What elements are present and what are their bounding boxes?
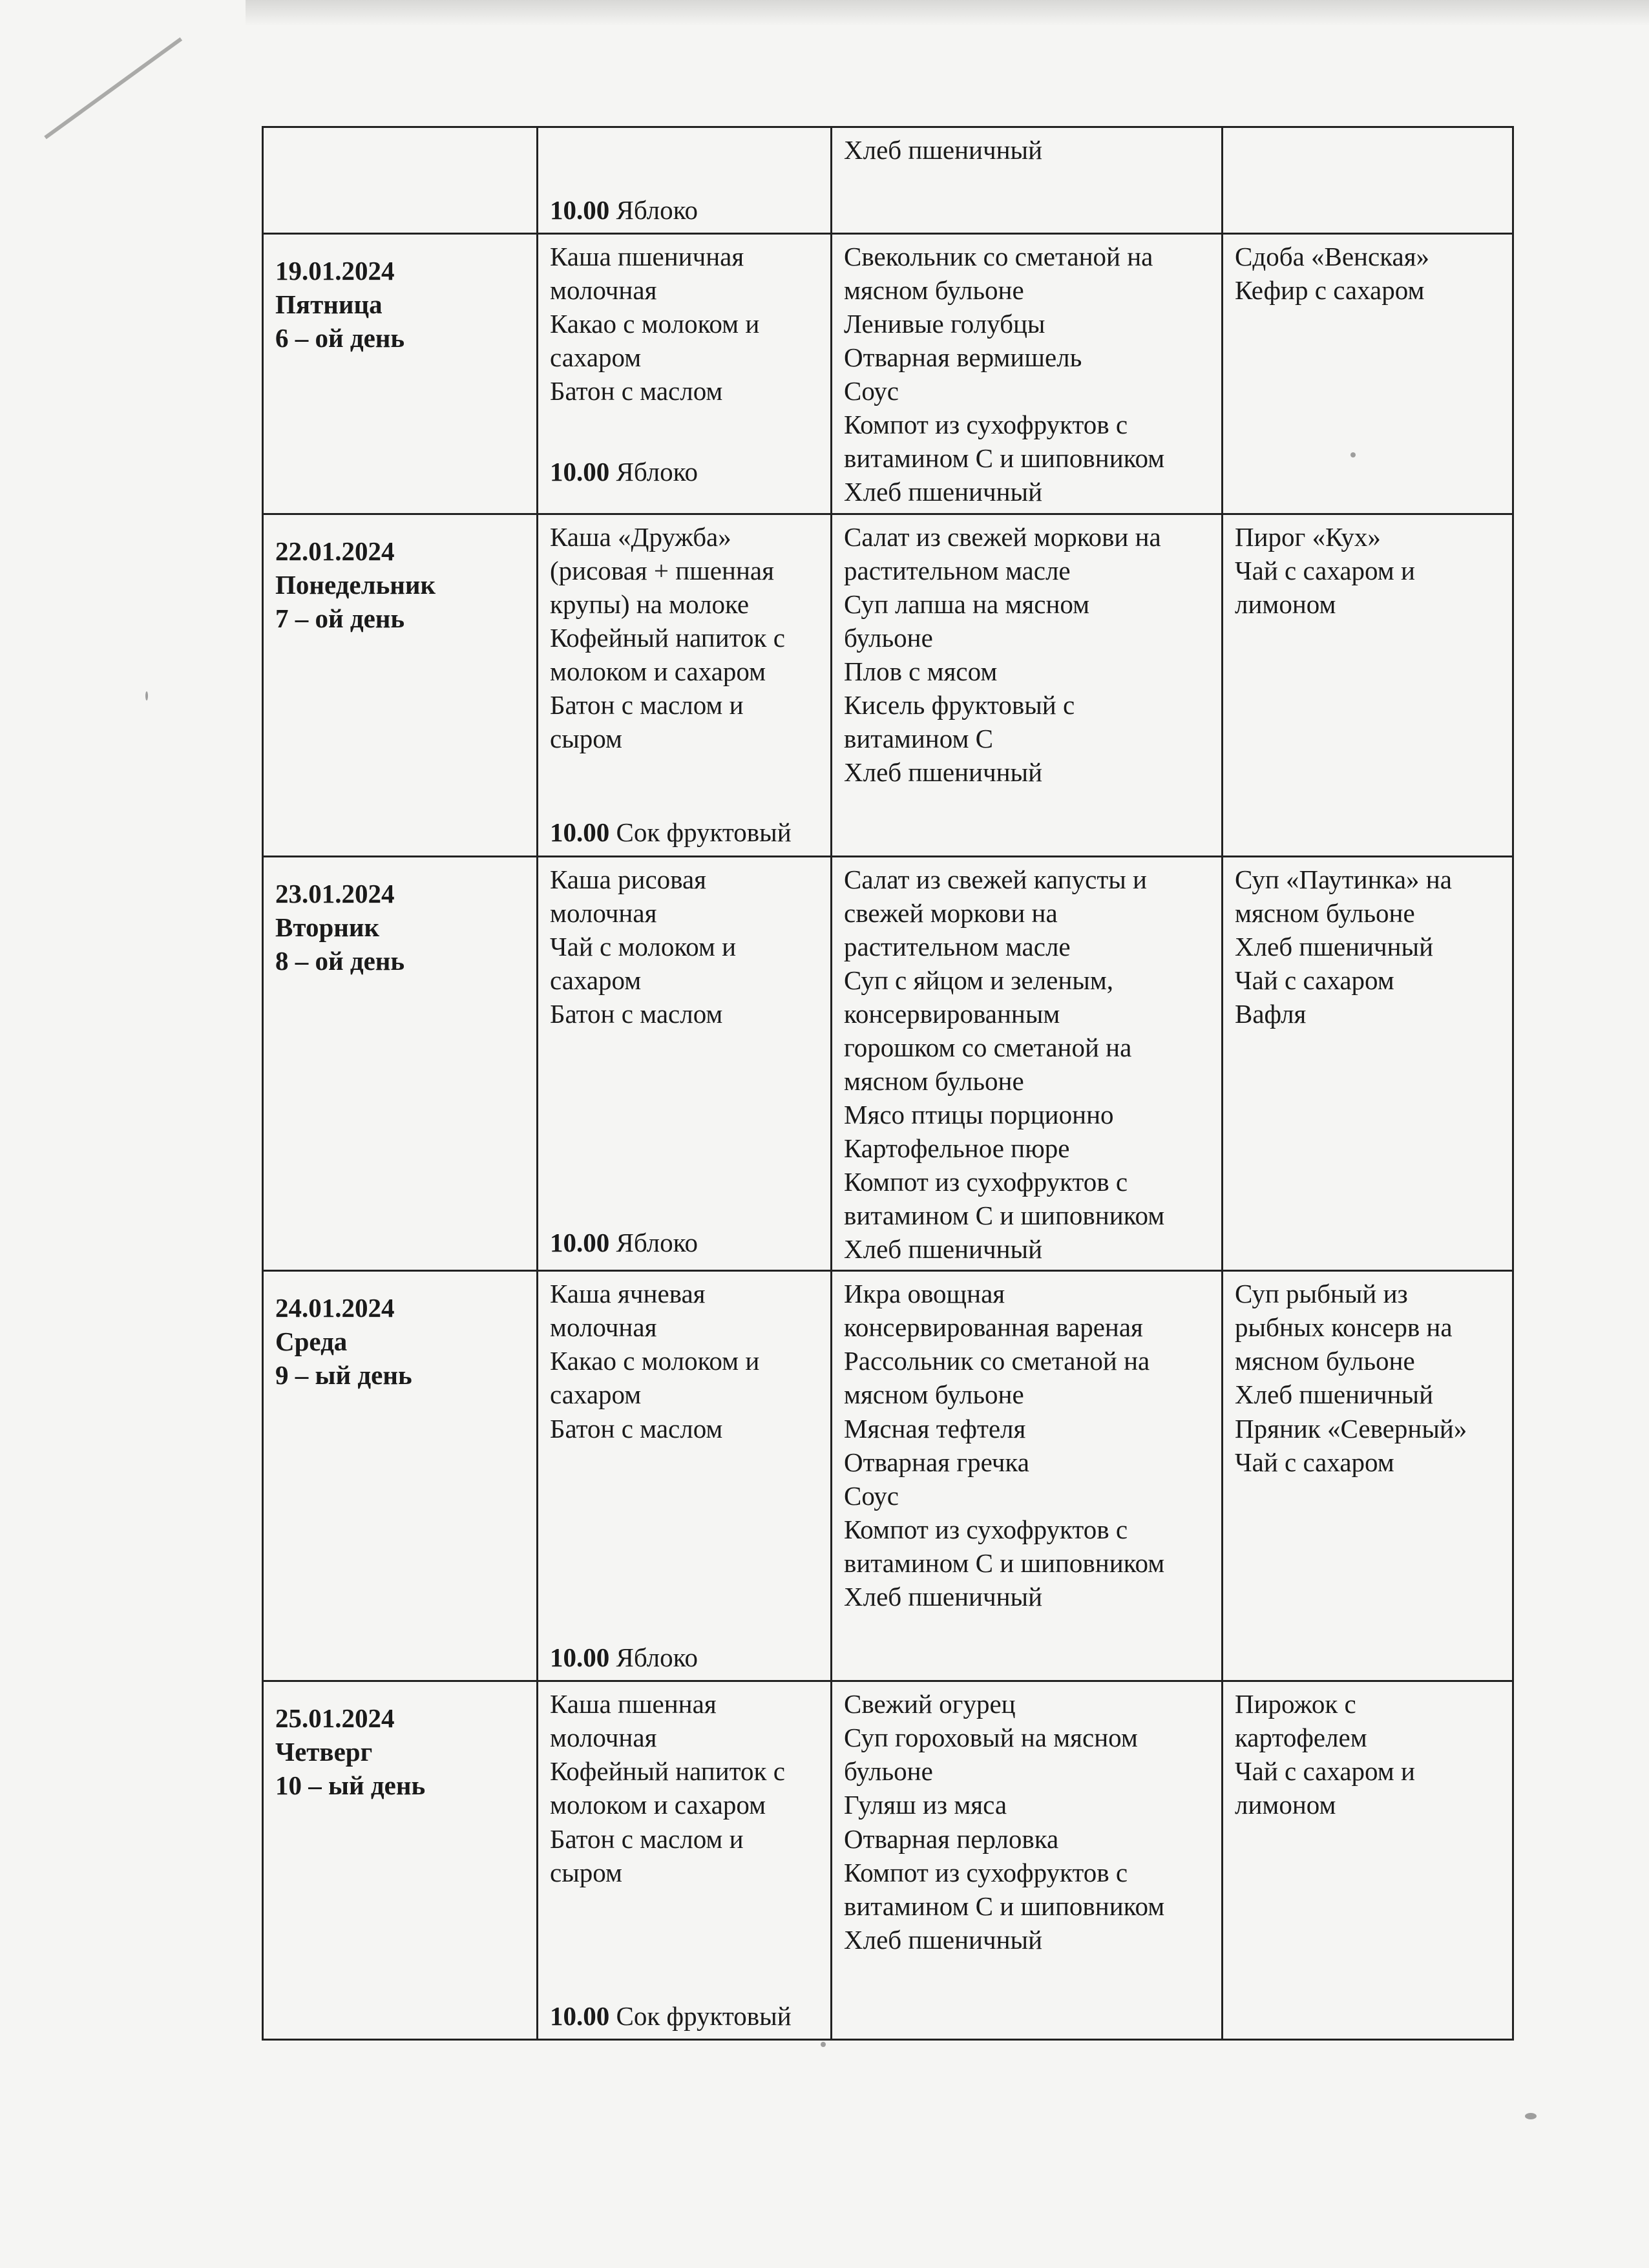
afternoon-snack-cell	[1223, 856, 1513, 1271]
breakfast-item: сыром	[550, 723, 622, 753]
lunch-item: Суп с яйцом и зеленым,	[844, 965, 1114, 995]
lunch-item: мясном бульоне	[844, 1380, 1024, 1410]
weekday-text: Четверг	[275, 1737, 373, 1767]
breakfast-cell	[538, 127, 832, 234]
breakfast-item: сахаром	[550, 342, 642, 373]
breakfast-item: Батон с маслом	[550, 998, 723, 1029]
date-text: 22.01.2024	[275, 536, 395, 566]
afternoon-item: картофелем	[1235, 1723, 1367, 1753]
lunch-item: Отварная перловка	[844, 1823, 1059, 1854]
afternoon-item: Хлеб пшеничный	[1235, 1380, 1434, 1410]
afternoon-item: лимоном	[1235, 1790, 1336, 1820]
afternoon-item: Пирог «Кух»	[1235, 521, 1381, 552]
breakfast-item: Каша «Дружба»	[550, 521, 731, 552]
snack-item: Яблоко	[616, 1228, 698, 1258]
day-number-text: 7 – ой день	[275, 603, 405, 633]
morning-snack	[550, 815, 821, 849]
lunch-item: Суп гороховый на мясном	[844, 1723, 1138, 1753]
morning-snack	[550, 193, 821, 227]
day-cell	[263, 127, 538, 234]
breakfast-item: Каша рисовая	[550, 864, 707, 894]
breakfast-item: сахаром	[550, 1380, 642, 1410]
breakfast-cell	[538, 856, 832, 1271]
afternoon-item: мясном бульоне	[1235, 1346, 1415, 1376]
breakfast-item: Батон с маслом	[550, 1413, 723, 1444]
lunch-item: Компот из сухофруктов с	[844, 1857, 1128, 1887]
menu-row	[263, 234, 1513, 514]
lunch-item: Картофельное пюре	[844, 1133, 1070, 1163]
snack-item: Яблоко	[616, 194, 698, 225]
snack-time: 10.00	[550, 817, 610, 848]
weekday-text: Среда	[275, 1327, 348, 1357]
afternoon-item: Чай с сахаром и	[1235, 1756, 1415, 1787]
lunch-item: консервированным	[844, 998, 1060, 1029]
lunch-item: Компот из сухофруктов с	[844, 1514, 1128, 1544]
afternoon-item: Хлеб пшеничный	[1235, 931, 1434, 961]
breakfast-item: (рисовая + пшенная	[550, 555, 774, 585]
weekday-text: Понедельник	[275, 569, 436, 600]
date-text: 25.01.2024	[275, 1703, 395, 1734]
snack-time: 10.00	[550, 456, 610, 487]
lunch-item: Свежий огурец	[844, 1689, 1016, 1719]
lunch-item: Рассольник со сметаной на	[844, 1346, 1150, 1376]
breakfast-item: Каша пшенная	[550, 1689, 717, 1719]
snack-time: 10.00	[550, 1228, 610, 1258]
day-number-text: 8 – ой день	[275, 945, 405, 976]
lunch-item: Хлеб пшеничный	[844, 477, 1043, 507]
day-cell	[263, 1681, 538, 2040]
date-text: 24.01.2024	[275, 1293, 395, 1323]
lunch-cell	[832, 856, 1223, 1271]
snack-item: Сок фруктовый	[616, 2001, 792, 2032]
menu-row	[263, 514, 1513, 856]
day-cell	[263, 856, 538, 1271]
breakfast-item: Кофейный напиток с	[550, 1756, 785, 1787]
morning-snack	[550, 1641, 821, 1674]
lunch-cell	[832, 1271, 1223, 1681]
lunch-item: горошком со сметаной на	[844, 1032, 1132, 1062]
lunch-item: Суп лапша на мясном	[844, 589, 1090, 619]
lunch-item: Хлеб пшеничный	[844, 1234, 1043, 1265]
lunch-item: Хлеб пшеничный	[844, 757, 1043, 787]
menu-row	[263, 856, 1513, 1271]
day-number-text: 10 – ый день	[275, 1770, 426, 1801]
morning-snack	[550, 1226, 821, 1259]
lunch-cell	[832, 127, 1223, 234]
lunch-item: витамином С	[844, 723, 994, 753]
breakfast-item: молоком и сахаром	[550, 1790, 766, 1820]
breakfast-item: молочная	[550, 898, 657, 928]
day-cell	[263, 514, 538, 856]
scan-shadow	[246, 0, 1649, 26]
menu-row	[263, 1271, 1513, 1681]
lunch-item: Хлеб пшеничный	[844, 135, 1043, 165]
breakfast-item: Каша пшеничная	[550, 242, 744, 271]
scan-speck	[821, 2042, 826, 2047]
afternoon-snack-cell	[1223, 514, 1513, 856]
breakfast-item: Каша ячневая	[550, 1279, 706, 1309]
menu-table-body	[263, 127, 1513, 2040]
afternoon-item: Суп рыбный из	[1235, 1279, 1408, 1309]
breakfast-cell	[538, 514, 832, 856]
lunch-cell	[832, 234, 1223, 514]
lunch-item: витамином С и шиповником	[844, 1201, 1165, 1231]
lunch-item: Салат из свежей капусты и	[844, 864, 1147, 894]
day-number-text: 6 – ой день	[275, 323, 405, 353]
lunch-item: витамином С и шиповником	[844, 443, 1165, 474]
morning-snack	[550, 1999, 821, 2033]
weekday-text: Пятница	[275, 289, 383, 320]
lunch-item: витамином С и шиповником	[844, 1548, 1165, 1578]
snack-time: 10.00	[550, 194, 610, 225]
lunch-item: Компот из сухофруктов с	[844, 410, 1128, 440]
breakfast-item: молочная	[550, 1723, 657, 1753]
afternoon-item: Пирожок с	[1235, 1689, 1356, 1719]
morning-snack	[550, 455, 821, 488]
breakfast-item: крупы) на молоке	[550, 589, 750, 619]
afternoon-item: Сдоба «Венская»	[1235, 242, 1430, 271]
breakfast-item: молочная	[550, 1312, 657, 1343]
lunch-item: Кисель фруктовый с	[844, 689, 1075, 720]
lunch-item: Соус	[844, 376, 899, 406]
afternoon-item: Вафля	[1235, 998, 1307, 1029]
date-text: 23.01.2024	[275, 878, 395, 908]
lunch-item: витамином С и шиповником	[844, 1891, 1165, 1921]
breakfast-item: Какао с молоком и	[550, 309, 760, 339]
breakfast-item: молочная	[550, 275, 657, 306]
lunch-cell	[832, 514, 1223, 856]
date-text: 19.01.2024	[275, 256, 395, 286]
lunch-item: мясном бульоне	[844, 1066, 1024, 1096]
lunch-item: Мясо птицы порционно	[844, 1099, 1114, 1129]
afternoon-snack-cell	[1223, 1681, 1513, 2040]
lunch-cell	[832, 1681, 1223, 2040]
afternoon-snack-cell	[1223, 1271, 1513, 1681]
afternoon-item: мясном бульоне	[1235, 898, 1415, 928]
snack-item: Сок фруктовый	[616, 817, 792, 848]
breakfast-cell	[538, 234, 832, 514]
lunch-item: Хлеб пшеничный	[844, 1581, 1043, 1612]
lunch-item: Плов с мясом	[844, 656, 998, 686]
afternoon-item: Чай с сахаром	[1235, 965, 1394, 995]
lunch-item: Мясная тефтеля	[844, 1413, 1026, 1444]
lunch-item: бульоне	[844, 1756, 933, 1787]
menu-row	[263, 1681, 1513, 2040]
afternoon-item: Чай с сахаром	[1235, 1447, 1394, 1477]
lunch-item: растительном масле	[844, 931, 1071, 961]
breakfast-item: Кофейный напиток с	[550, 622, 785, 653]
menu-table	[262, 126, 1514, 2041]
day-number-text: 9 – ый день	[275, 1360, 412, 1391]
weekday-text: Вторник	[275, 912, 380, 942]
afternoon-item: лимоном	[1235, 589, 1336, 619]
breakfast-item: Чай с молоком и	[550, 931, 737, 961]
lunch-item: Ленивые голубцы	[844, 309, 1045, 339]
breakfast-item: молоком и сахаром	[550, 656, 766, 686]
lunch-item: Гуляш из мяса	[844, 1790, 1007, 1820]
afternoon-item: Пряник «Северный»	[1235, 1413, 1467, 1444]
afternoon-item: Суп «Паутинка» на	[1235, 864, 1452, 894]
lunch-item: Свекольник со сметаной на	[844, 242, 1153, 271]
afternoon-item: рыбных консерв на	[1235, 1312, 1453, 1343]
lunch-item: Компот из сухофруктов с	[844, 1167, 1128, 1197]
day-cell	[263, 234, 538, 514]
afternoon-item: Чай с сахаром и	[1235, 555, 1415, 585]
breakfast-item: Батон с маслом	[550, 376, 723, 406]
breakfast-item: сыром	[550, 1857, 622, 1887]
scan-speck	[1525, 2113, 1537, 2119]
afternoon-item: Кефир с сахаром	[1235, 275, 1425, 306]
lunch-item: Салат из свежей моркови на	[844, 521, 1161, 552]
afternoon-snack-cell	[1223, 234, 1513, 514]
lunch-item: Отварная вермишель	[844, 342, 1082, 373]
lunch-item: бульоне	[844, 622, 933, 653]
breakfast-item: Какао с молоком и	[550, 1346, 760, 1376]
snack-time: 10.00	[550, 1643, 610, 1673]
lunch-item: Икра овощная	[844, 1279, 1005, 1309]
lunch-item: растительном масле	[844, 555, 1071, 585]
lunch-item: Соус	[844, 1480, 899, 1511]
menu-row	[263, 127, 1513, 234]
afternoon-snack-cell	[1223, 127, 1513, 234]
day-cell	[263, 1271, 538, 1681]
lunch-item: мясном бульоне	[844, 275, 1024, 306]
snack-item: Яблоко	[616, 1643, 698, 1673]
breakfast-item: Батон с маслом и	[550, 689, 744, 720]
breakfast-item: сахаром	[550, 965, 642, 995]
breakfast-item: Батон с маслом и	[550, 1823, 744, 1854]
breakfast-cell	[538, 1271, 832, 1681]
lunch-item: Отварная гречка	[844, 1447, 1029, 1477]
lunch-item: консервированная вареная	[844, 1312, 1143, 1343]
lunch-item: свежей моркови на	[844, 898, 1058, 928]
scan-speck	[145, 691, 148, 700]
lunch-item: Хлеб пшеничный	[844, 1924, 1043, 1955]
scan-fold-mark	[44, 37, 182, 140]
snack-time: 10.00	[550, 2001, 610, 2032]
snack-item: Яблоко	[616, 456, 698, 487]
breakfast-cell	[538, 1681, 832, 2040]
